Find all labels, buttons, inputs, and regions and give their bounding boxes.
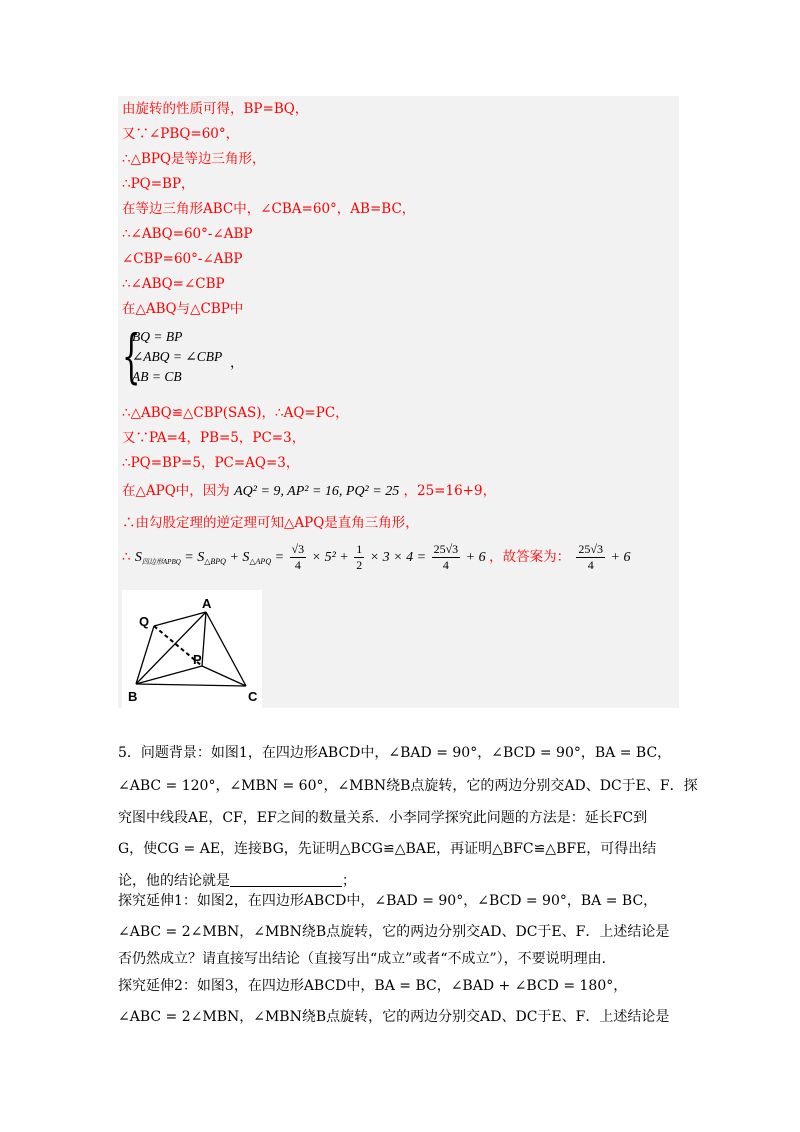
problem-line-1: 5．问题背景：如图1，在四边形ABCD中，∠BAD = 90°，∠BCD = 90°，BA = BC， — [118, 745, 672, 761]
problem-line-5 — [118, 871, 356, 891]
triangle-diagram — [122, 590, 262, 708]
fraction-2-num: 1 — [356, 542, 363, 557]
solution-line-12: ∴PQ=BP=5，PC=AQ=3， — [122, 455, 300, 471]
system-row-2: ∠ABQ = ∠CBP — [132, 349, 223, 364]
label-c: C — [248, 689, 258, 704]
line15-therefore: ∴ — [122, 549, 131, 565]
solution-line-7: ∠CBP=60°-∠ABP — [122, 251, 243, 267]
solution-line-4: ∴PQ=BP， — [122, 176, 195, 192]
problem-line-8: 否仍然成立？请直接写出结论（直接写出“成立”或者“不成立”），不要说明理由． — [118, 951, 616, 967]
solution-line-15 — [122, 540, 630, 579]
equals-s: = S — [184, 550, 205, 565]
term-1: × 5² + — [311, 550, 349, 565]
answer-term: + 6 — [610, 550, 631, 565]
problem-line-6: 探究延伸1：如图2，在四边形ABCD中，∠BAD = 90°，∠BCD = 90°，BA = BC， — [118, 893, 658, 909]
answer-fraction — [576, 542, 605, 573]
answer-equation — [574, 542, 631, 573]
system-row-1: BQ = BP — [132, 329, 183, 344]
edge-ap — [202, 612, 206, 666]
fraction-1 — [290, 542, 307, 573]
solution-line-1: 由旋转的性质可得，BP=BQ， — [122, 101, 309, 117]
plus-s: + S — [229, 550, 250, 565]
solution-line-8: ∴∠ABQ=∠CBP — [122, 276, 225, 292]
geometry-figure — [122, 590, 262, 708]
answer-blank[interactable] — [230, 872, 342, 887]
system-row-3: AB = CB — [132, 369, 182, 384]
area-subscript: 四边形APBQ — [141, 558, 181, 566]
edge-ac — [206, 612, 246, 686]
answer-fraction-den: 4 — [587, 558, 594, 573]
left-brace: { — [122, 322, 141, 390]
problem-line-10: ∠ABC = 2∠MBN，∠MBN绕B点旋转，它的两边分别交AD、DC于E、F．上述结论是 — [118, 1009, 670, 1025]
answer-fraction-num: 25√3 — [578, 542, 604, 557]
fraction-3-den: 4 — [442, 558, 449, 573]
label-b: B — [128, 689, 138, 704]
solution-line-11: 又∵PA=4，PB=5，PC=3， — [122, 430, 306, 446]
conclusion-prompt: 论，他的结论就是 — [118, 873, 230, 889]
fraction-3 — [432, 542, 461, 573]
problem-line-9: 探究延伸2：如图3，在四边形ABCD中，BA = BC，∠BAD + ∠BCD = 180°， — [118, 978, 628, 994]
fraction-2 — [354, 542, 364, 573]
area-symbol: S — [134, 550, 142, 565]
conclusion-end: ； — [342, 873, 356, 889]
label-a: A — [202, 596, 212, 611]
edge-bc — [136, 684, 246, 686]
problem-line-3: 究图中线段AE，CF，EF之间的数量关系．小李同学探究此问题的方法是：延长FC到 — [118, 810, 648, 826]
fraction-1-num: √3 — [291, 542, 305, 557]
term-2: × 3 × 4 = — [369, 550, 427, 565]
fraction-1-den: 4 — [294, 558, 301, 573]
edge-pc — [202, 666, 246, 686]
solution-line-5: 在等边三角形ABC中，∠CBA=60°，AB=BC， — [122, 201, 416, 217]
fraction-2-den: 2 — [356, 558, 363, 573]
term-3: + 6 — [465, 550, 486, 565]
solution-line-3: ∴△BPQ是等边三角形， — [122, 151, 266, 167]
answer-prefix: ，故答案为： — [489, 549, 571, 565]
edge-bp — [136, 666, 202, 684]
label-q: Q — [139, 614, 150, 629]
edge-qa — [154, 612, 206, 626]
solution-line-13 — [122, 482, 496, 501]
line13-equation: AQ² = 9, AP² = 16, PQ² = 25 — [234, 484, 400, 499]
sub-apq: △APQ — [249, 557, 272, 566]
line13-suffix: ，25=16+9， — [403, 483, 497, 499]
problem-line-4: G，使CG = AE，连接BG，先证明△BCG≌△BAE，再证明△BFC≌△BFE，可得出结 — [118, 841, 657, 857]
problem-line-7: ∠ABC = 2∠MBN，∠MBN绕B点旋转，它的两边分别交AD、DC于E、F．上述结论是 — [118, 924, 670, 940]
fraction-3-num: 25√3 — [433, 542, 459, 557]
label-p: P — [193, 652, 202, 667]
system-comma: ， — [230, 355, 244, 371]
problem-line-2: ∠ABC = 120°，∠MBN = 60°，∠MBN绕B点旋转，它的两边分别交AD、DC于E、F．探 — [118, 778, 698, 794]
solution-line-10: ∴△ABQ≌△CBP(SAS)，∴AQ=PC， — [122, 405, 349, 421]
line15-equation: $S_{四边形APBQ} = S_{\triangle BPQ} + S_{\triangle APQ}$ = $\frac{√3}{4}$ × 5² + $\frac{1}{2}$ × 3 × 4 = $\frac{25√3}{4}$ + 6 — [134, 542, 486, 573]
line13-prefix: 在△APQ中，因为 — [122, 483, 230, 499]
solution-line-9: 在△ABQ与△CBP中 — [122, 301, 244, 317]
solution-line-14: ∴由勾股定理的逆定理可知△APQ是直角三角形， — [122, 515, 419, 531]
solution-line-6: ∴∠ABQ=60°-∠ABP — [122, 226, 253, 242]
solution-line-2: 又∵∠PBQ=60°， — [122, 126, 240, 142]
sub-bpq: △BPQ — [204, 557, 226, 566]
